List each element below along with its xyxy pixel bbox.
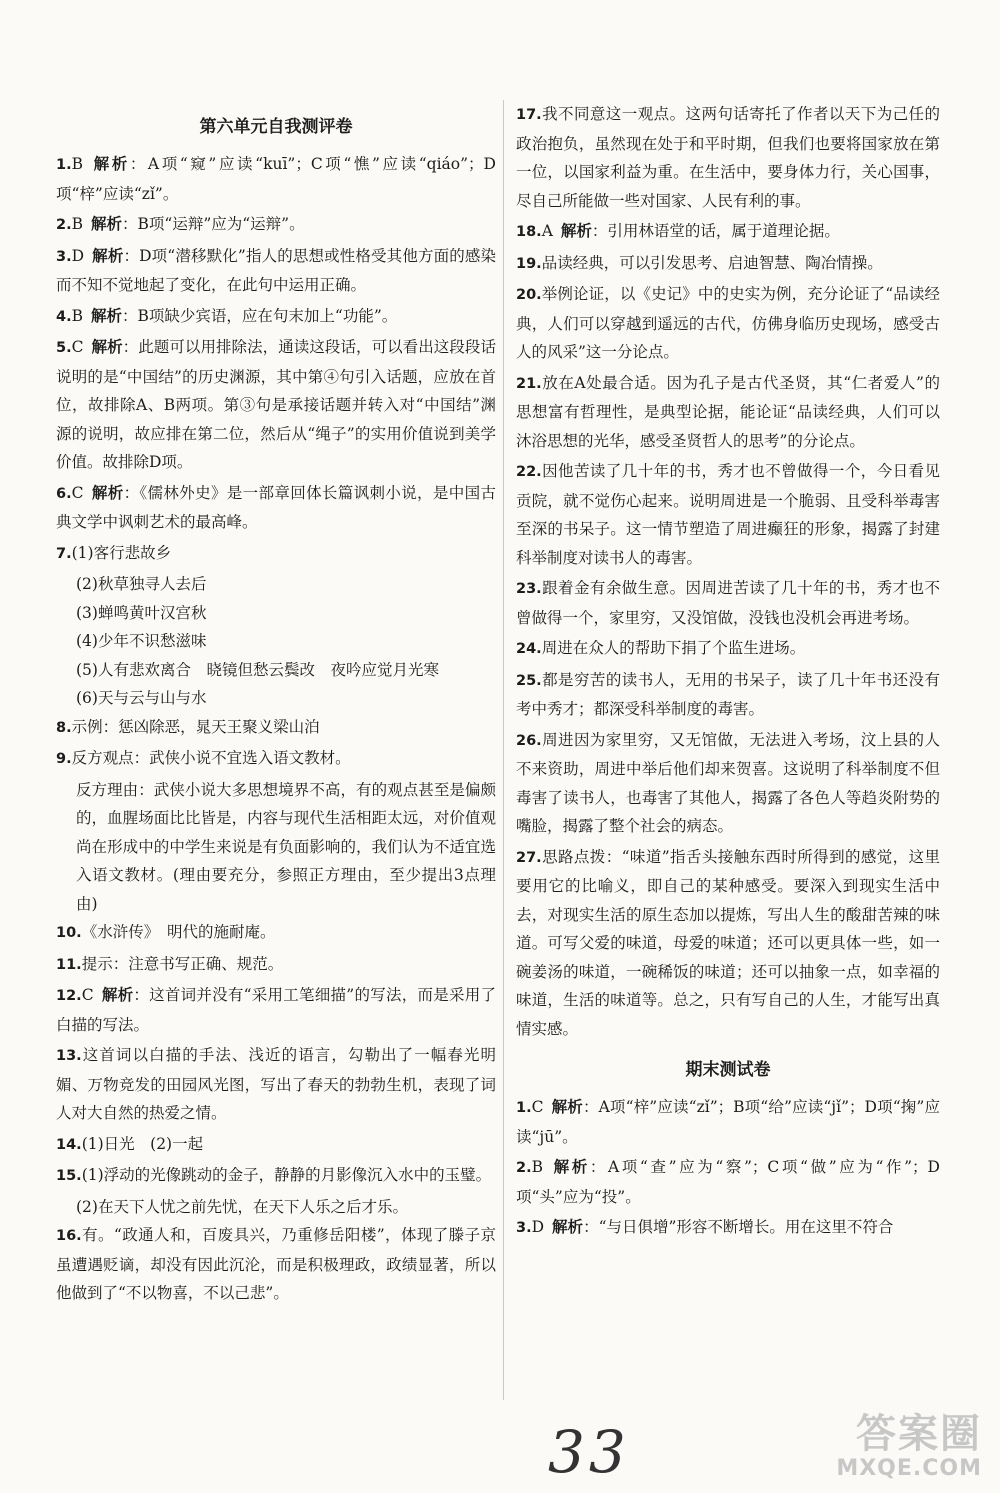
answer-item [56,210,496,240]
item-text: 品读经典，可以引发思考、启迪智慧、陶冶情操。 [541,253,883,272]
item-number: 24. [516,641,542,657]
item-continuation: 反方理由：武侠小说大多思想境界不高，有的观点甚至是偏颇的，血腥场面比比皆是，内容与现代生活相距太远，对价值观尚在形成中的中学生来说是有负面影响的，我们认为不适宜选入语文教材。(理由要充分，参照正方理由，至少提出3点理由) [76,780,496,913]
item-text: (1)浮动的光像跳动的金子，静静的月影像沉入水中的玉璧。 [81,1166,492,1184]
item-number: 19. [516,255,542,272]
answer-item [516,634,940,664]
item-number: 22. [516,464,542,480]
page-number: 33 [548,1418,630,1486]
item-text: ：《儒林外史》是一部章回体长篇讽刺小说，是中国古典文学中讽刺艺术的最高峰。 [56,483,496,531]
item-number: 23. [516,581,542,597]
section-title-final-exam: 期末测试卷 [685,1060,771,1080]
answer-item [56,1161,496,1191]
answer-item [56,1130,496,1160]
item-number: 7. [56,545,72,562]
item-text: 《水浒传》 明代的施耐庵。 [81,923,276,941]
answer-item [516,217,940,247]
item-text: 有。“政通人和，百废具兴，乃重修岳阳楼”，体现了滕子京虽遭遇贬谪，却没有因此沉沦，而是积极理政，政绩显著，所以他做到了“不以物喜，不以己悲”。 [56,1226,496,1302]
item-answer: B [71,306,83,325]
item-text: ：引用林语堂的话，属于道理论据。 [591,222,840,240]
analysis-label: 解析 [91,338,123,356]
analysis-label: 解析 [91,155,130,173]
item-answer: C [71,483,84,502]
item-text: 提示：注意书写正确、规范。 [81,954,284,973]
answer-item [56,539,496,569]
answer-item [516,249,940,279]
item-number: 17. [516,107,542,123]
item-number: 2. [516,1160,532,1176]
item-number: 20. [516,287,542,303]
answer-item [56,981,496,1039]
item-text: ：A项“窥”应读“kuī”；C项“憔”应读“qiáo”；D项“梓”应读“zǐ”。 [56,155,496,203]
analysis-label: 解析 [91,306,123,325]
item-number: 1. [516,1100,532,1116]
item-text: ：此题可以用排除法，通读这段话，可以看出这段段话说明的是“中国结”的历史渊源，其中第④句引入话题，应放在首位，故排除A、B两项。第③句是承接话题并转入对“中国结”渊源的说明，故应排在第二位，然后从“绳子”的实用价值说到美学价值。故排除D项。 [56,338,496,471]
item-number: 12. [56,988,82,1004]
right-column [516,100,940,1245]
right-answer-list [516,100,940,1043]
answer-item [516,280,940,367]
item-text: 举例论证，以《史记》中的史实为例，充分论证了“品读经典，人们可以穿越到遥远的古代，仿佛身临历史现场，感受古人的风采”这一分论点。 [516,285,940,361]
answer-item [516,726,940,841]
analysis-label: 解析 [560,222,592,240]
answer-item [56,479,496,537]
item-number: 14. [56,1136,82,1153]
item-answer: A [541,222,553,240]
item-number: 4. [56,308,72,325]
final-exam-answer-list [516,1093,940,1243]
item-number: 3. [516,1220,532,1236]
item-text: ：这首词并没有“采用工笔细描”的写法，而是采用了白描的写法。 [56,986,496,1034]
left-answer-list [56,150,496,1308]
answer-item [516,1153,940,1211]
item-text: ：D项“潜移默化”指人的思想或性格受其他方面的感染而不知不觉地起了变化，在此句中运用正确。 [56,246,496,294]
item-text: 我不同意这一观点。这两句话寄托了作者以天下为己任的政治抱负，虽然现在处于和平时期，但我们也要将国家放在第一位，以国家利益为重。在生活中，要身体力行，关心国事，尽自己所能做一些对国家、人民有利的事。 [516,105,940,210]
answer-item [516,574,940,632]
answer-item [516,843,940,1044]
item-answer: B [71,155,83,173]
item-number: 6. [56,485,72,502]
answer-item [516,666,940,724]
watermark-site: MXQE.COM [836,1456,982,1481]
item-text: 都是穷苦的读书人，无用的书呆子，读了几十年书还没有考中秀才；都深受科举制度的毒害。 [516,670,940,718]
item-number: 26. [516,732,542,749]
item-text: ：A项“梓”应读“zǐ”；B项“给”应读“jǐ”；D项“掬”应读“jū”。 [516,1098,940,1146]
item-text: ：B项“运辩”应为“运辩”。 [122,215,305,233]
watermark-logo: 答案圈 [856,1411,982,1457]
sub-answer: (2)秋草独寻人去后 [76,575,207,593]
item-number: 21. [516,375,542,392]
item-number: 8. [56,719,72,736]
answer-item [56,302,496,332]
item-text: 示例：惩凶除恶，晁天王聚义梁山泊 [71,717,320,736]
sub-answer: (4)少年不识愁滋味 [76,632,207,650]
analysis-label: 解析 [101,986,134,1004]
answer-item [56,150,496,208]
item-text: ：B项缺少宾语，应在句末加上“功能”。 [122,306,398,325]
analysis-label: 解析 [552,1218,584,1236]
analysis-label: 解析 [92,246,124,265]
item-answer: C [531,1098,544,1116]
item-answer: C [71,338,84,356]
item-number: 2. [56,217,72,233]
item-number: 27. [516,849,542,866]
answer-item [56,918,496,948]
answer-item [516,457,940,572]
sub-answer: (5)人有悲欢离合 晓镜但愁云鬓改 夜吟应觉月光寒 [76,660,439,679]
item-text: 放在A处最合适。因为孔子是古代圣贤，其“仁者爱人”的思想富有哲理性，是典型论据，能论证“品读经典，人们可以沐浴思想的光华，感受圣贤哲人的思考”的分论点。 [516,373,940,450]
answer-item [56,242,496,300]
item-number: 9. [56,751,72,767]
answer-item [56,744,496,774]
item-text: ：A项“查”应为“察”；C项“做”应为“作”；D项“头”应为“投”。 [516,1158,940,1206]
answer-item [516,100,940,215]
item-answer: D [71,246,85,265]
analysis-label: 解析 [91,215,123,233]
item-text: 跟着金有余做生意。因周进苦读了几十年的书，秀才也不曾做得一个，家里穷，又没馆做，没钱也没机会再进考场。 [516,579,940,627]
analysis-label: 解析 [551,1158,590,1176]
answer-item [56,333,496,477]
sub-answer: (6)天与云与山与水 [76,689,207,707]
item-number: 13. [56,1048,82,1064]
section-title-unit6: 第六单元自我测评卷 [199,117,353,137]
item-text: ：“与日俱增”形容不断增长。用在这里不符合 [583,1218,894,1236]
left-column [56,100,496,1310]
item-number: 18. [516,224,542,240]
item-number: 1. [56,157,72,173]
item-text: 反方观点：武侠小说不宜选入语文教材。 [71,749,351,767]
item-number: 15. [56,1168,82,1184]
answer-item [516,1093,940,1151]
item-text: 周进在众人的帮助下捐了个监生进场。 [541,639,806,657]
column-divider [503,100,504,1400]
analysis-label: 解析 [91,483,124,502]
item-number: 10. [56,925,82,941]
item-text: 思路点拨：“味道”指舌头接触东西时所得到的感觉，这里要用它的比喻义，即自己的某种感受。要深入到现实生活中去，对现实生活的原生态加以提炼，写出人生的酸甜苦辣的味道。可写父爱的味道，母爱的味道；还可以更具体一些，如一碗姜汤的味道，一碗稀饭的味道；还可以抽象一点，如幸福的味道，生活的味道等。总之，只有写自己的人生，才能写出真情实感。 [516,847,940,1038]
item-text: (1)日光 (2)一起 [81,1134,204,1153]
item-text: 因他苦读了几十年的书，秀才也不曾做得一个，今日看见贡院，就不觉伤心起来。说明周进是一个脆弱、且受科举毒害至深的书呆子。这一情节塑造了周进癫狂的形象，揭露了封建科举制度对读书人的毒害。 [516,462,940,567]
item-number: 16. [56,1228,82,1244]
answer-item [56,1221,496,1308]
answer-item [516,1213,940,1243]
item-answer: B [531,1158,543,1176]
item-answer: C [81,986,94,1004]
item-number: 3. [56,248,72,265]
item-number: 11. [56,956,82,973]
item-continuation: (2)在天下人忧之前先忧，在天下人乐之后才乐。 [76,1197,408,1216]
item-text: 周进因为家里穷，又无馆做，无法进入考场，汶上县的人不来资助，周进中举后他们却来贺喜。这说明了科举制度不但毒害了读书人，也毒害了其他人，揭露了各色人等趋炎附势的嘴脸，揭露了整个社会的病态。 [516,730,940,835]
item-number: 5. [56,340,72,356]
item-answer: D [531,1218,545,1236]
answer-item [56,713,496,743]
watermark [836,1412,982,1481]
analysis-label: 解析 [551,1098,583,1116]
item-number: 25. [516,672,542,689]
item-text: (1)客行悲故乡 [71,543,172,562]
sub-answer: (3)蝉鸣黄叶汉宫秋 [76,603,207,622]
answer-item [516,369,940,456]
item-text: 这首词以白描的手法、浅近的语言，勾勒出了一幅春光明媚、万物竞发的田园风光图，写出了春天的勃勃生机，表现了词人对大自然的热爱之情。 [56,1046,496,1122]
item-answer: B [71,215,83,233]
answer-item [56,950,496,980]
answer-item [56,1041,496,1128]
